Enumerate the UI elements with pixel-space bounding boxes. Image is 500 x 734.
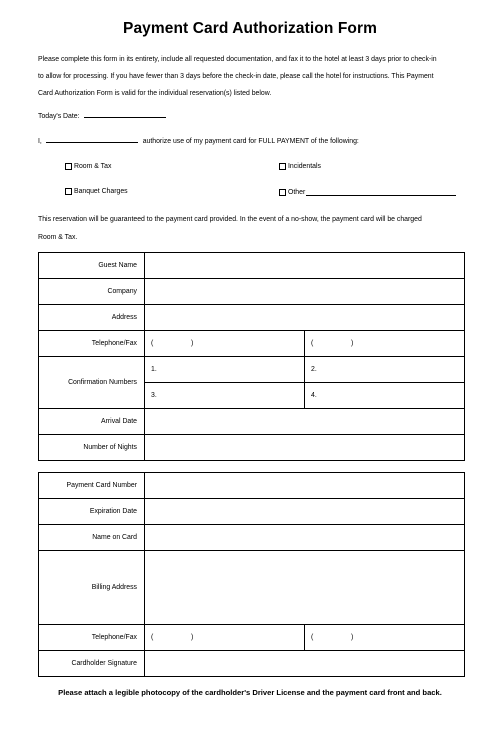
expiration-date-field[interactable]: [145, 499, 465, 525]
billing-address-label: Billing Address: [39, 551, 145, 625]
arrival-date-field[interactable]: [145, 409, 465, 435]
notice-line: This reservation will be guaranteed to the payment card provided. In the event of a no-show, the payment card will be charged: [38, 216, 422, 223]
authorization-statement: [38, 135, 359, 145]
billing-address-field[interactable]: [145, 551, 465, 625]
payment-card-table: [38, 472, 465, 677]
company-field[interactable]: [145, 279, 465, 305]
other-label: Other: [288, 188, 306, 196]
other-checkbox[interactable]: [279, 189, 286, 196]
card-telephone-field[interactable]: [145, 625, 305, 651]
form-title: Payment Card Authorization Form: [123, 20, 377, 37]
intro-paragraph: [38, 51, 470, 103]
banquet-label: Banquet Charges: [74, 188, 128, 195]
fax-field[interactable]: [305, 331, 465, 357]
cardholder-name-field[interactable]: [46, 135, 138, 143]
banquet-checkbox[interactable]: [65, 188, 72, 195]
other-field[interactable]: [306, 188, 456, 196]
guarantee-notice: [38, 211, 470, 246]
notice-line: Room & Tax.: [38, 233, 78, 241]
telephone-fax-label: Telephone/Fax: [39, 331, 145, 357]
confirmation-4-field[interactable]: [305, 383, 465, 409]
confirmation-index: 2.: [311, 366, 317, 373]
expiration-date-label: Expiration Date: [39, 499, 145, 525]
confirmation-2-field[interactable]: [305, 357, 465, 383]
cardholder-signature-field[interactable]: [145, 651, 465, 677]
confirmation-3-field[interactable]: [145, 383, 305, 409]
incidentals-checkbox[interactable]: [279, 163, 286, 170]
card-telephone-fax-label: Telephone/Fax: [39, 625, 145, 651]
address-label: Address: [39, 305, 145, 331]
area-code-open: (: [151, 340, 154, 347]
guest-information-table: [38, 252, 465, 461]
room-tax-checkbox[interactable]: [65, 163, 72, 170]
area-code-open: (: [151, 634, 154, 641]
number-of-nights-label: Number of Nights: [39, 435, 145, 461]
todays-date-label: Today's Date:: [38, 113, 80, 120]
area-code-close: ): [351, 634, 354, 641]
option-banquet[interactable]: [65, 188, 128, 195]
card-number-label: Payment Card Number: [39, 473, 145, 499]
telephone-field[interactable]: [145, 331, 305, 357]
area-code-close: ): [351, 340, 354, 347]
name-on-card-field[interactable]: [145, 525, 465, 551]
card-fax-field[interactable]: [305, 625, 465, 651]
confirmation-index: 3.: [151, 392, 157, 399]
card-number-field[interactable]: [145, 473, 465, 499]
auth-prefix: I,: [38, 138, 42, 145]
number-of-nights-field[interactable]: [145, 435, 465, 461]
auth-suffix: authorize use of my payment card for FULL PAYMENT of the following:: [142, 138, 359, 145]
confirmation-1-field[interactable]: [145, 357, 305, 383]
area-code-close: ): [191, 634, 194, 641]
todays-date-field[interactable]: [84, 110, 166, 118]
attachment-instruction: Please attach a legible photocopy of the cardholder's Driver License and the payment card front and back.: [58, 688, 442, 697]
todays-date-row: [38, 110, 166, 120]
confirmation-numbers-label: Confirmation Numbers: [39, 357, 145, 409]
intro-line: Please complete this form in its entirety, include all requested documentation, and fax it to the hotel at least 3 days prior to check-in: [38, 56, 437, 63]
confirmation-index: 4.: [311, 392, 317, 399]
area-code-open: (: [311, 634, 314, 641]
confirmation-index: 1.: [151, 366, 157, 373]
arrival-date-label: Arrival Date: [39, 409, 145, 435]
option-other[interactable]: [279, 188, 456, 196]
intro-line: to allow for processing. If you have fewer than 3 days before the check-in date, please call the hotel for instructions. This Payment: [38, 73, 434, 81]
guest-name-label: Guest Name: [39, 253, 145, 279]
guest-name-field[interactable]: [145, 253, 465, 279]
area-code-open: (: [311, 340, 314, 347]
name-on-card-label: Name on Card: [39, 525, 145, 551]
option-room-tax[interactable]: [65, 163, 111, 170]
cardholder-signature-label: Cardholder Signature: [39, 651, 145, 677]
company-label: Company: [39, 279, 145, 305]
intro-line: Card Authorization Form is valid for the individual reservation(s) listed below.: [38, 90, 272, 98]
area-code-close: ): [191, 340, 194, 347]
option-incidentals[interactable]: [279, 163, 321, 170]
incidentals-label: Incidentals: [288, 163, 321, 170]
room-tax-label: Room & Tax: [74, 163, 112, 170]
address-field[interactable]: [145, 305, 465, 331]
